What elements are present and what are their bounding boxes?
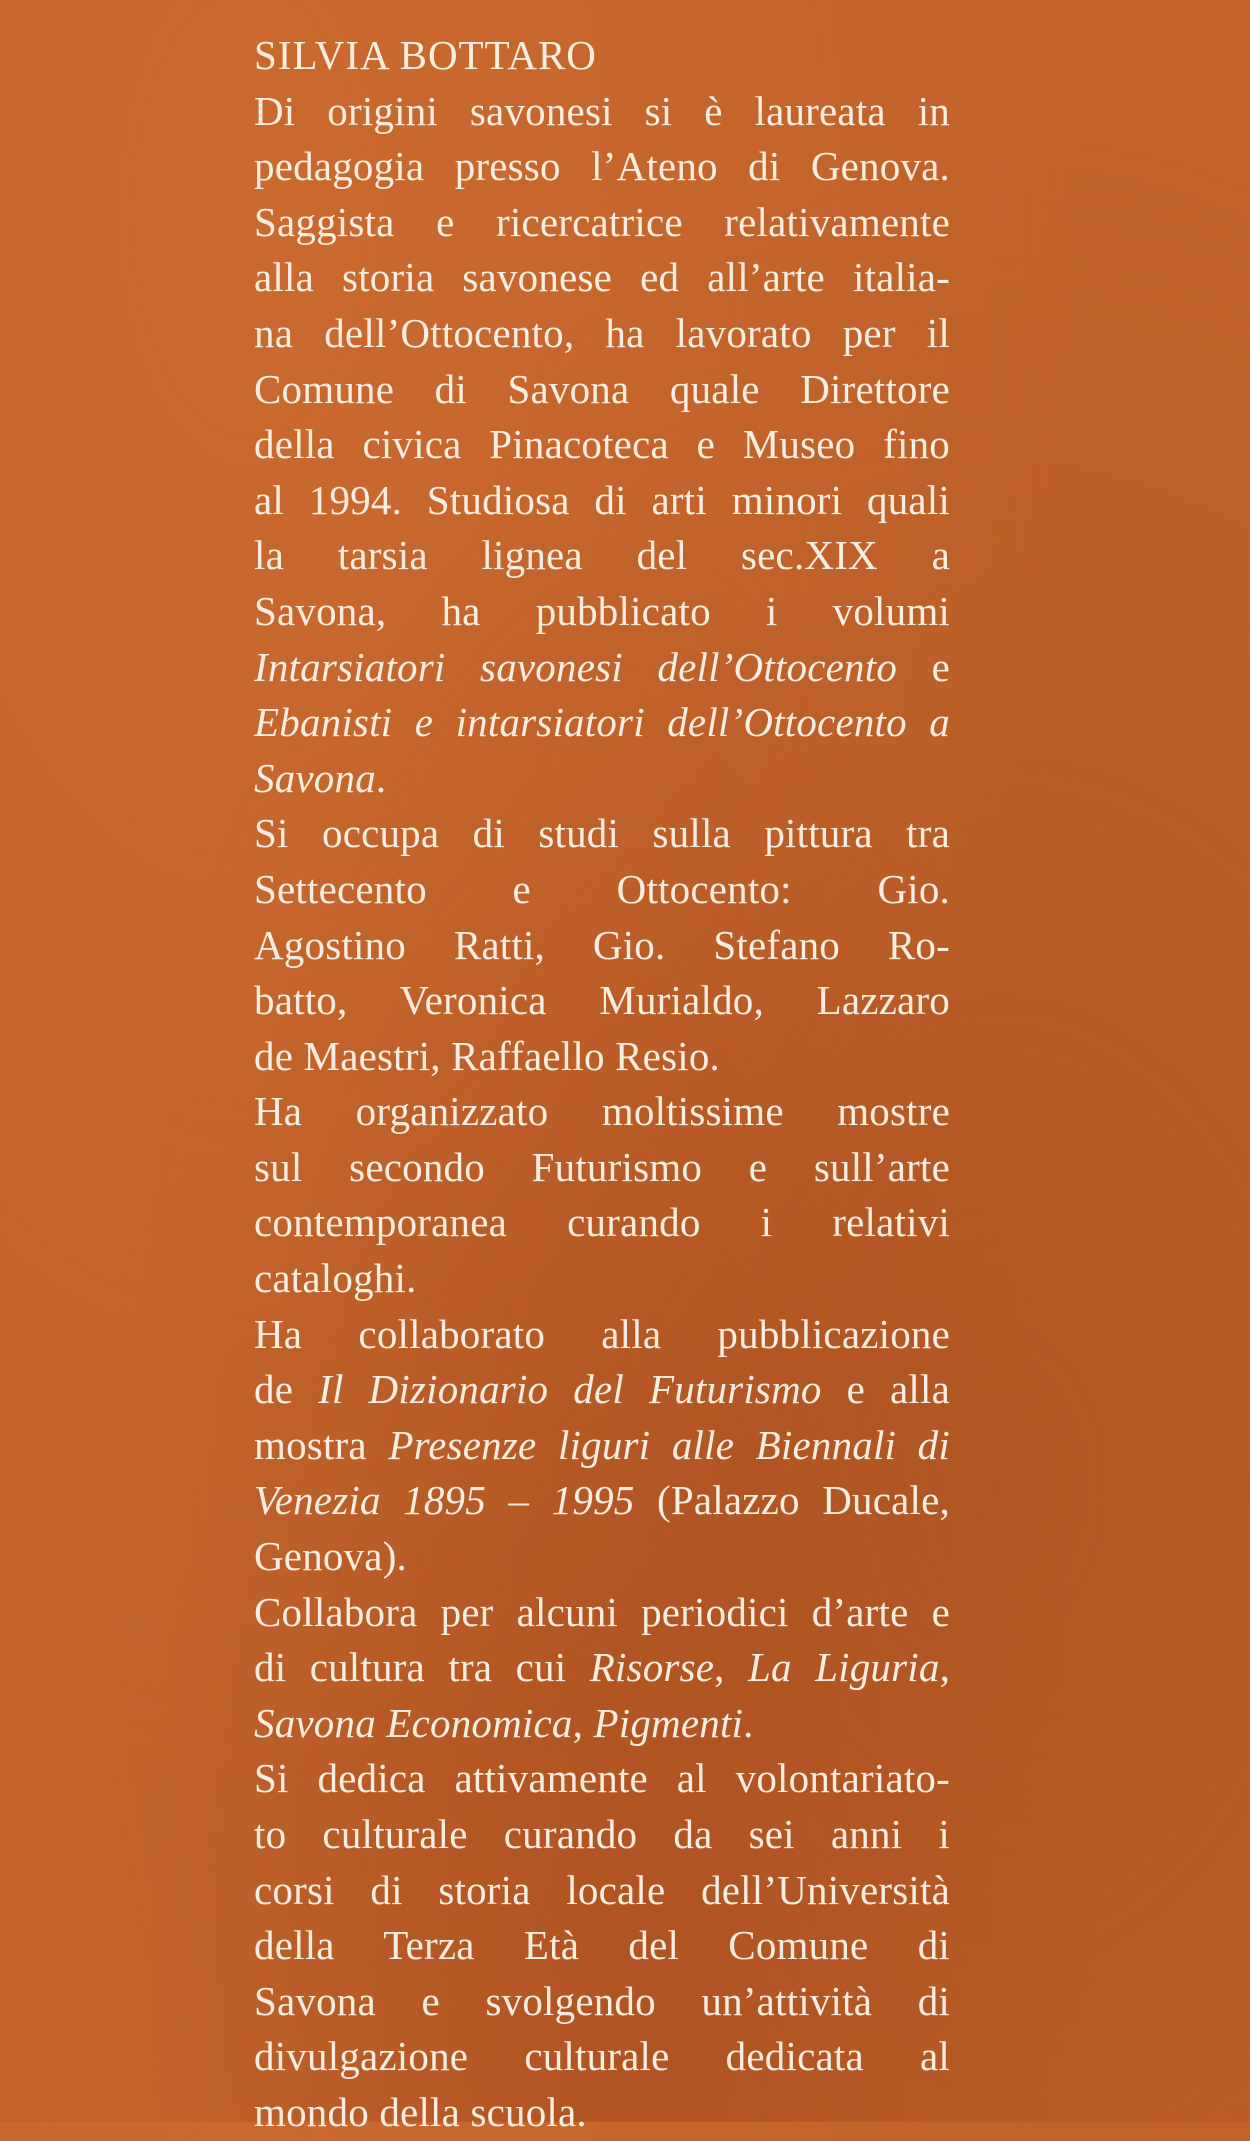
text-line: Di origini savonesi si è laureata in [254,87,950,134]
text-line [254,1696,950,1752]
author-biography [254,28,950,2141]
text-line [254,751,950,807]
text-line: Genova). [254,1533,408,1580]
text-line: sul secondo Futurismo e sull’arte [254,1143,950,1190]
text-fragment: . [743,1699,754,1746]
text-line: Savona, ha pubblicato i volumi [254,587,950,634]
biography-paragraph-volunteering [254,1751,950,2140]
text-line: Comune di Savona quale Direttore [254,365,950,412]
book-title-italic: Ebanisti e intarsiatori dell’Ottocento a [254,699,950,746]
book-title-italic: Intarsiatori savonesi dell’Ottocento [254,643,898,690]
author-name: SILVIA BOTTARO [254,32,597,78]
text-line: contemporanea curando i relativi [254,1199,950,1246]
text-fragment: di cultura tra cui [254,1644,590,1691]
text-line [254,1418,950,1474]
text-line: Ha organizzato moltissime mostre [254,1088,950,1135]
text-fragment: . [375,754,387,801]
text-fragment: , [714,1644,748,1691]
text-line: la tarsia lignea del sec.XIX a [254,532,950,579]
text-line: corsi di storia locale dell’Università [254,1866,950,1913]
text-line: divulgazione culturale dedicata al [254,2033,950,2080]
text-line: Ha collaborato alla pubblicazione [254,1310,950,1357]
text-line: alla storia savonese ed all’arte italia- [254,254,950,301]
text-fragment: (Palazzo Ducale, [634,1477,950,1524]
text-fragment: e alla [821,1366,950,1413]
biography-paragraph-publications [254,1307,950,1585]
text-line: Si occupa di studi sulla pittura tra [254,810,950,857]
biography-paragraph-painting-studies [254,806,950,1084]
text-line: de Maestri, Raffaello Resio. [254,1032,720,1079]
text-fragment: , [572,1699,594,1746]
text-line: pedagogia presso l’Ateno di Genova. [254,143,950,190]
biography-paragraph-exhibitions [254,1084,950,1306]
text-line: to culturale curando da sei anni i [254,1811,950,1857]
text-line: della Terza Età del Comune di [254,1922,950,1969]
text-line: na dell’Ottocento, ha lavorato per il [254,309,950,356]
text-fragment: de [254,1366,319,1413]
periodical-title-italic: Risorse [589,1644,715,1691]
text-line: cataloghi. [254,1255,417,1302]
text-line: Settecento e Ottocento: Gio. [254,865,950,912]
text-line: al 1994. Studiosa di arti minori quali [254,476,950,523]
text-line: Si dedica attivamente al volontariato- [254,1755,950,1802]
text-line [254,1362,950,1418]
text-line: della civica Pinacoteca e Museo fino [254,421,950,468]
exhibition-title-italic: Venezia 1895 – 1995 [254,1477,635,1524]
text-line [254,695,950,751]
text-fragment: e [897,643,950,690]
text-line [254,640,950,696]
text-line: Saggista e ricercatrice relativamente [254,198,950,245]
book-title-italic: Savona [254,754,376,801]
text-fragment: , [939,1644,951,1691]
periodical-title-italic: Savona Economica [254,1699,573,1746]
text-line [254,1473,950,1529]
biography-paragraph-periodicals [254,1585,950,1752]
text-fragment: mostra [254,1421,389,1468]
exhibition-title-italic: Presenze liguri alle Biennali di [388,1421,950,1468]
book-title-italic: Il Dizionario del Futurismo [318,1366,822,1413]
periodical-title-italic: Pigmenti [593,1699,744,1746]
periodical-title-italic: La Liguria [748,1644,940,1691]
text-line: Savona e svolgendo un’attività di [254,1977,950,2024]
text-line: batto, Veronica Murialdo, Lazzaro [254,977,950,1024]
text-line [254,1640,950,1696]
text-line: Collabora per alcuni periodici d’arte e [254,1588,950,1635]
text-line: mondo della scuola. [254,2088,587,2135]
text-line: Agostino Ratti, Gio. Stefano Ro- [254,921,950,968]
biography-paragraph-origins [254,84,950,807]
